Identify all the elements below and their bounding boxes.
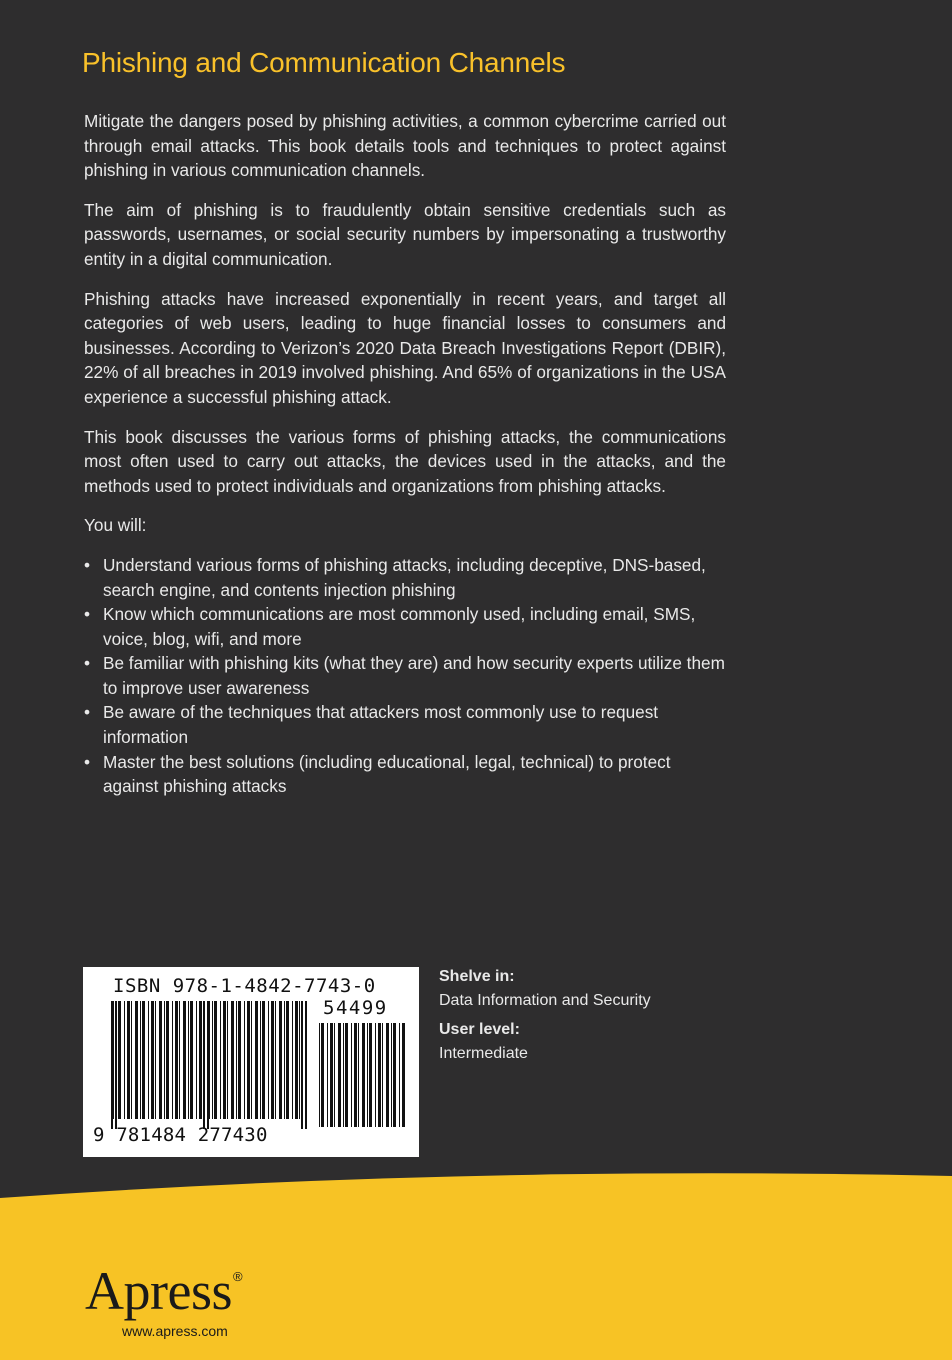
- barcode-bar: [402, 1023, 405, 1127]
- barcode-bar: [118, 1001, 121, 1119]
- barcode-bar: [275, 1001, 276, 1119]
- barcode-bar: [183, 1001, 186, 1119]
- barcode-bar: [247, 1001, 250, 1119]
- list-item: [84, 651, 726, 700]
- barcode-bar: [362, 1023, 365, 1127]
- isbn-label: ISBN 978-1-4842-7743-0: [113, 975, 376, 997]
- list-item-text: Understand various forms of phishing attacks, including deceptive, DNS-based, search engine, and contents injection phishing: [103, 554, 706, 600]
- list-item-text: Master the best solutions (including educational, legal, technical) to protect against phishing attacks: [103, 751, 671, 797]
- description-paragraph: Mitigate the dangers posed by phishing activities, a common cybercrime carried out through email attacks. This book details tools and techniques to protect against phishing in various communication channels.: [84, 111, 726, 181]
- barcode-bar: [319, 1023, 320, 1127]
- barcode-bar: [262, 1001, 265, 1119]
- barcode-bar: [345, 1023, 348, 1127]
- barcode-bar: [284, 1001, 285, 1119]
- barcode-bar: [175, 1001, 178, 1119]
- bullet-icon: •: [84, 653, 91, 674]
- barcode-bar: [179, 1001, 180, 1119]
- description-paragraph: This book discusses the various forms of phishing attacks, the communications most often used to carry out attacks, the devices used in the attacks, and the methods used to protect individuals and organizations from phishing attacks.: [84, 426, 726, 496]
- user-level-label: User level:: [439, 1021, 520, 1038]
- barcode-bar: [367, 1023, 368, 1127]
- barcode-bar: [279, 1001, 282, 1119]
- barcode-guard-bar: [305, 1001, 307, 1129]
- barcode-bar: [391, 1023, 392, 1127]
- barcode-bar: [386, 1023, 389, 1127]
- you-will-heading: You will:: [84, 515, 147, 536]
- barcode-bar: [260, 1001, 261, 1119]
- description-paragraph: The aim of phishing is to fraudulently obtain sensitive credentials such as passwords, usernames, or social security numbers by impersonating a trustworthy entity in a digital communication.: [84, 199, 726, 269]
- list-item-text: Be aware of the techniques that attackers most commonly use to request information: [103, 702, 659, 748]
- barcode-bar: [330, 1023, 333, 1127]
- barcode-bar: [334, 1023, 335, 1127]
- barcode-bar: [351, 1023, 352, 1127]
- user-level-value: Intermediate: [439, 1045, 528, 1062]
- barcode-bar: [196, 1001, 197, 1119]
- barcode-bar: [188, 1001, 189, 1119]
- bullet-icon: •: [84, 604, 91, 625]
- list-item: [84, 602, 726, 651]
- barcode-bar: [378, 1023, 381, 1127]
- barcode-bar: [251, 1001, 252, 1119]
- barcode-bar: [327, 1023, 328, 1127]
- barcode-guard-bar: [111, 1001, 113, 1129]
- isbn-barcode: [83, 967, 419, 1157]
- list-item-text: Be familiar with phishing kits (what they are) and how security experts utilize them to improve user awareness: [103, 653, 725, 698]
- cover-title: Phishing and Communication Channels: [82, 47, 566, 78]
- barcode-bar: [190, 1001, 193, 1119]
- logo-text: Apress: [85, 1261, 232, 1321]
- barcode-bar: [164, 1001, 165, 1119]
- barcode-bar: [135, 1001, 138, 1119]
- barcode-bar: [236, 1001, 237, 1119]
- barcode-bar: [212, 1001, 213, 1119]
- barcode-bar: [231, 1001, 234, 1119]
- barcode-bar: [382, 1023, 383, 1127]
- bullet-icon: •: [84, 554, 91, 575]
- barcode-bar: [369, 1023, 372, 1127]
- list-item-text: Know which communications are most commonly used, including email, SMS, voice, blog, wifi, and more: [103, 604, 696, 649]
- barcode-bar: [292, 1001, 293, 1119]
- barcode-bar: [244, 1001, 245, 1119]
- list-item: [84, 700, 726, 749]
- barcode-bar: [220, 1001, 221, 1119]
- barcode-bar: [238, 1001, 241, 1119]
- description-paragraph: Phishing attacks have increased exponentially in recent years, and target all categories of web users, leading to huge financial losses to consumers and businesses. According to Verizon’s 2020 Data Breach Investigations Report (DBIR), 22% of all breaches in 2019 involved phishing. And 65% of organizations in the USA experience a successful phishing attack.: [84, 288, 726, 407]
- barcode-bar: [295, 1001, 298, 1119]
- barcode-bar: [286, 1001, 289, 1119]
- barcode-bar: [223, 1001, 226, 1119]
- barcode-bar: [399, 1023, 400, 1127]
- barcode-bar: [159, 1001, 162, 1119]
- barcode-guard-bar: [203, 1001, 205, 1129]
- barcode-guard-bar: [207, 1001, 209, 1129]
- learning-outcomes-list: [84, 553, 726, 799]
- barcode-bar: [375, 1023, 376, 1127]
- barcode-bar: [255, 1001, 258, 1119]
- barcode-bar: [354, 1023, 357, 1127]
- bullet-icon: •: [84, 751, 91, 772]
- barcode-bar: [268, 1001, 269, 1119]
- bullet-icon: •: [84, 702, 91, 723]
- barcode-bar: [127, 1001, 130, 1119]
- shelving-info: [439, 965, 651, 1071]
- barcode-bar: [299, 1001, 300, 1119]
- barcode-bar: [148, 1001, 149, 1119]
- description: [84, 109, 726, 799]
- apress-logo: [85, 1261, 243, 1321]
- barcode-guard-bar: [115, 1001, 117, 1129]
- barcode-guard-bar: [301, 1001, 303, 1129]
- barcode-bar: [321, 1023, 324, 1127]
- publisher-website: www.apress.com: [122, 1323, 228, 1339]
- barcode-bar: [393, 1023, 396, 1127]
- shelve-in-value: Data Information and Security: [439, 992, 651, 1009]
- registered-mark: ®: [232, 1269, 243, 1284]
- price-addon-digits: 54499: [323, 997, 388, 1019]
- list-item: [84, 750, 726, 799]
- barcode-bar: [199, 1001, 202, 1119]
- barcode-bar: [271, 1001, 274, 1119]
- barcode-bar: [338, 1023, 341, 1127]
- barcode-bar: [227, 1001, 228, 1119]
- barcode-bar: [358, 1023, 359, 1127]
- shelve-in-label: Shelve in:: [439, 968, 515, 985]
- barcode-bar: [214, 1001, 217, 1119]
- barcode-bar: [172, 1001, 173, 1119]
- list-item: [84, 553, 726, 602]
- barcode-bar: [124, 1001, 125, 1119]
- barcode-bar: [140, 1001, 141, 1119]
- barcode-bar: [131, 1001, 132, 1119]
- barcode-bar: [155, 1001, 156, 1119]
- barcode-bar: [142, 1001, 145, 1119]
- ean-digits: 9 781484 277430: [93, 1124, 268, 1146]
- barcode-bar: [166, 1001, 169, 1119]
- barcode-bar: [151, 1001, 154, 1119]
- barcode-bar: [343, 1023, 344, 1127]
